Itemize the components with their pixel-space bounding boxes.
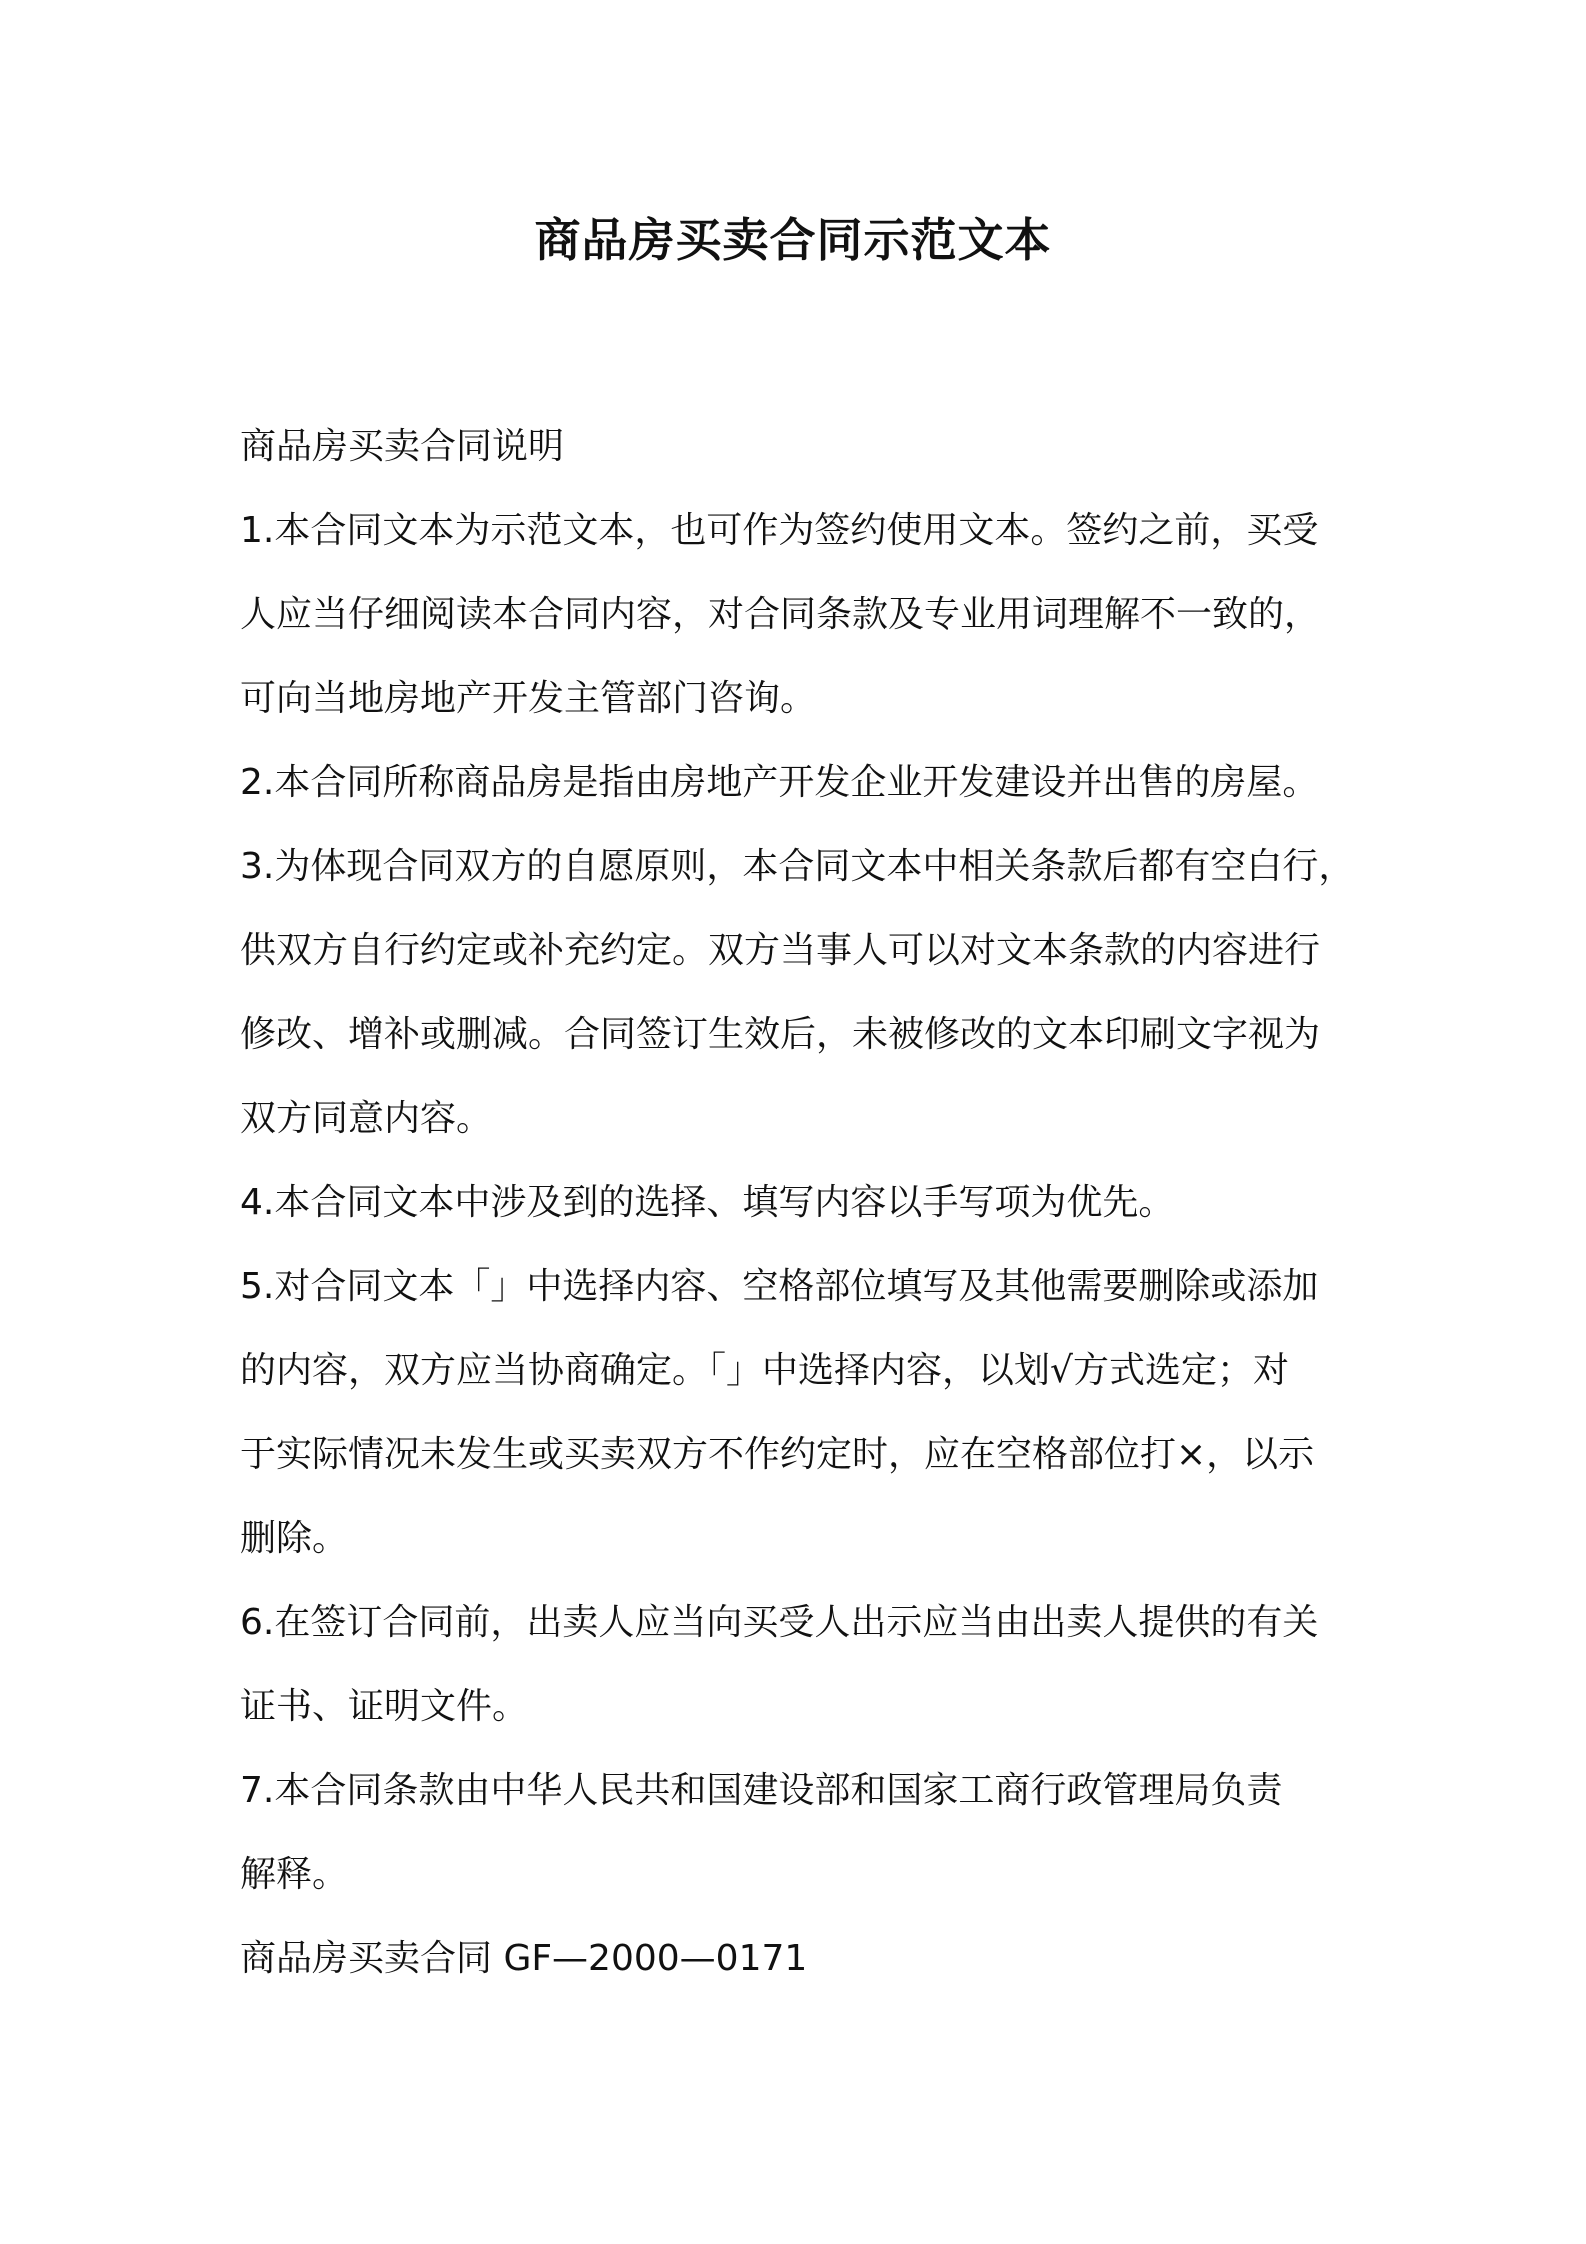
document-title: 商品房买卖合同示范文本 xyxy=(534,213,1052,267)
paragraph-line: 可向当地房地产开发主管部门咨询。 xyxy=(240,678,817,719)
paragraph-line: 人应当仔细阅读本合同内容，对合同条款及专业用词理解不一致的， xyxy=(240,594,1321,635)
paragraph-line: 删除。 xyxy=(240,1518,349,1559)
paragraph-line: 修改、增补或删减。合同签订生效后，未被修改的文本印刷文字视为 xyxy=(240,1014,1321,1055)
paragraph-line: 4.本合同文本中涉及到的选择、填写内容以手写项为优先。 xyxy=(240,1182,1175,1223)
paragraph-line: 2.本合同所称商品房是指由房地产开发企业开发建设并出售的房屋。 xyxy=(240,762,1319,803)
document-body xyxy=(240,405,1360,2001)
paragraph-line: 双方同意内容。 xyxy=(240,1098,493,1139)
paragraph-line: 1.本合同文本为示范文本，也可作为签约使用文本。签约之前，买受 xyxy=(240,510,1319,551)
paragraph-line: 3.为体现合同双方的自愿原则，本合同文本中相关条款后都有空白行， xyxy=(240,846,1355,887)
paragraph-line: 解释。 xyxy=(240,1854,349,1895)
section-heading: 商品房买卖合同说明 xyxy=(240,426,565,467)
paragraph-line: 6.在签订合同前，出卖人应当向买受人出示应当由出卖人提供的有关 xyxy=(240,1602,1319,1643)
paragraph-line: 证书、证明文件。 xyxy=(240,1686,529,1727)
paragraph-line: 于实际情况未发生或买卖双方不作约定时，应在空格部位打×，以示 xyxy=(240,1434,1315,1475)
paragraph-line: 5.对合同文本「」中选择内容、空格部位填写及其他需要删除或添加 xyxy=(240,1266,1319,1307)
paragraph-line: 供双方自行约定或补充约定。双方当事人可以对文本条款的内容进行 xyxy=(240,930,1321,971)
paragraph-line: 的内容，双方应当协商确定。「」中选择内容，以划√方式选定；对 xyxy=(240,1350,1289,1391)
contract-code-line: 商品房买卖合同 GF—2000—0171 xyxy=(240,1938,808,1979)
paragraph-line: 7.本合同条款由中华人民共和国建设部和国家工商行政管理局负责 xyxy=(240,1770,1283,1811)
